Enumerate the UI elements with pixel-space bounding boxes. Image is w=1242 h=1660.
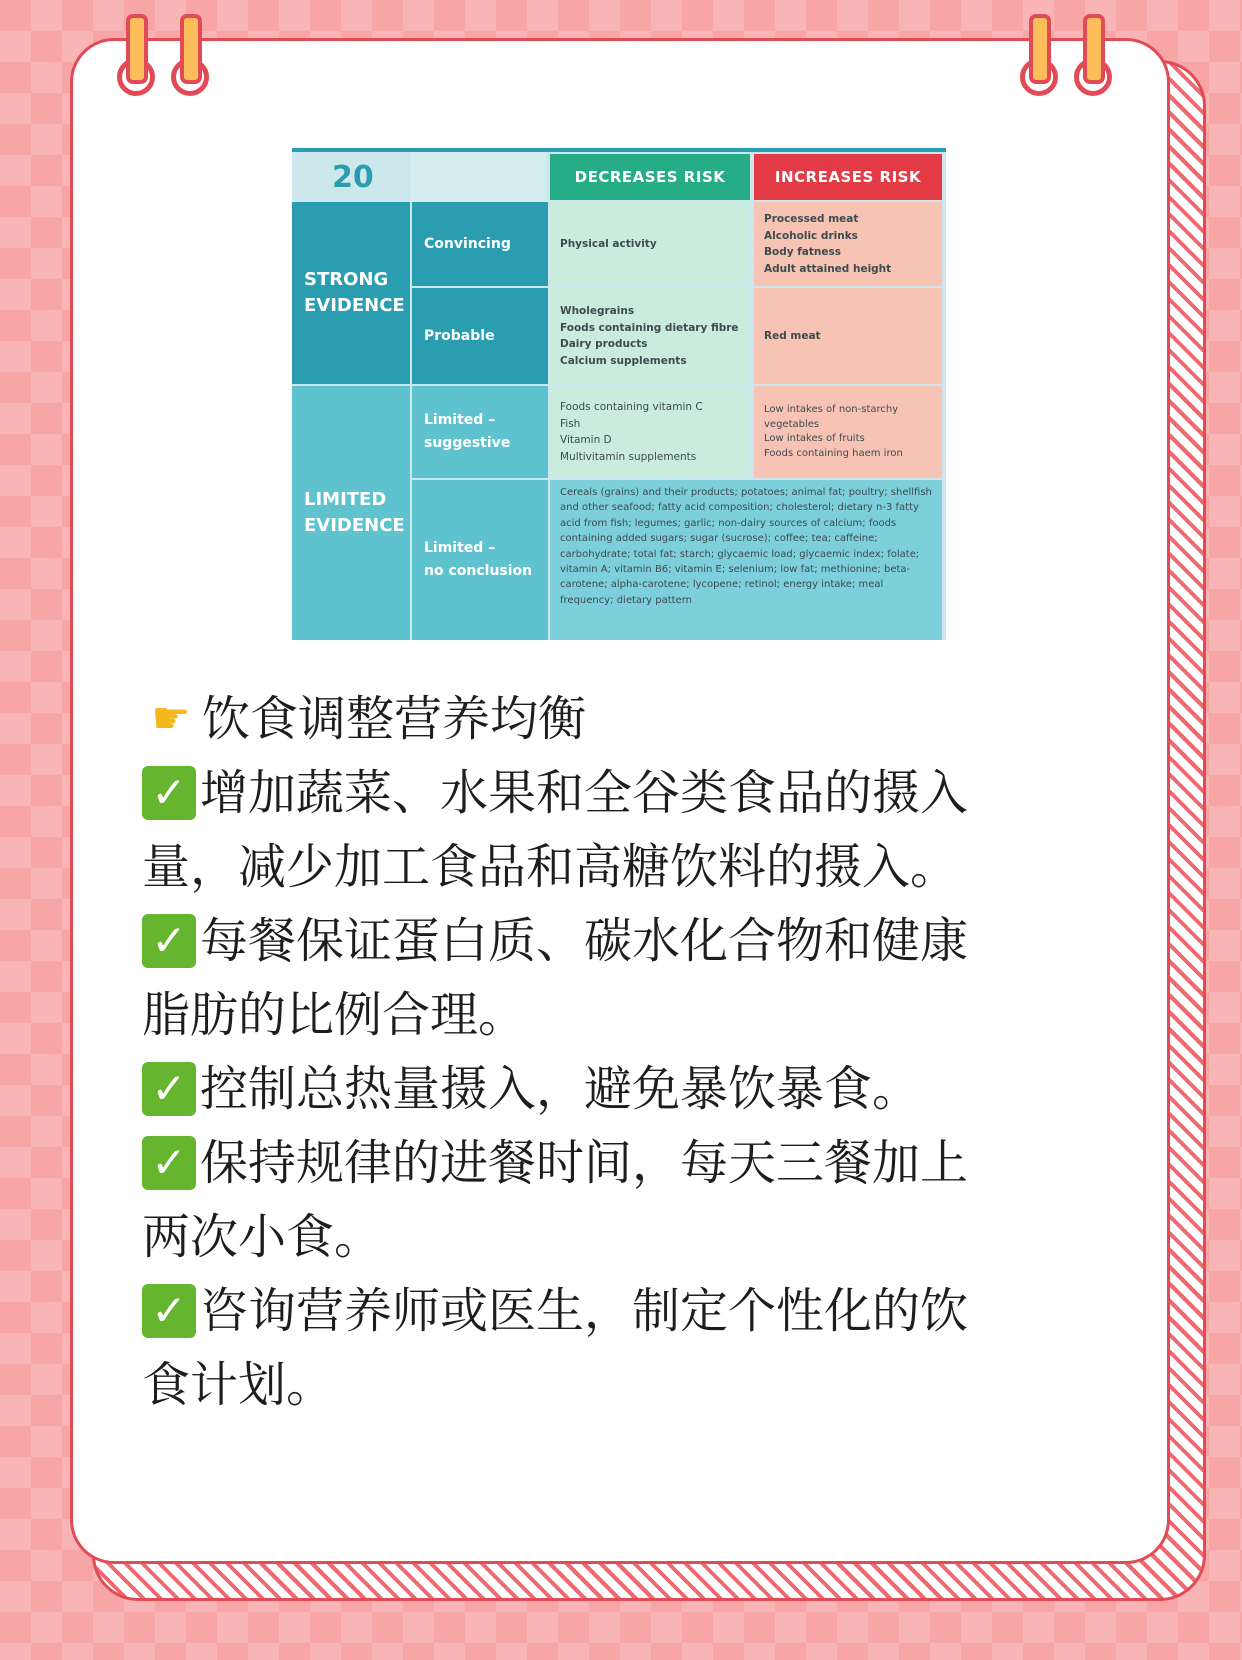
evidence-table xyxy=(292,148,946,640)
cell-suggestive-decreases xyxy=(550,386,750,478)
check-mark-icon: ✓ xyxy=(142,766,196,820)
row-label-no-conclusion: Limited – no conclusion xyxy=(412,480,548,640)
list-item: Red meat xyxy=(764,329,821,342)
list-item: Adult attained height xyxy=(764,262,892,275)
cell-probable-increases xyxy=(754,288,942,384)
row-label-convincing: Convincing xyxy=(412,202,548,286)
list-item xyxy=(142,830,1102,904)
list-item xyxy=(142,1052,1102,1126)
column-header-increases: INCREASES RISK xyxy=(754,154,942,200)
header-empty xyxy=(410,152,546,202)
cell-no-conclusion-text: Cereals (grains) and their products; potatoes; animal fat; poultry; shellfish and other seafood; fatty acid composition; cholesterol; dietary n-3 fatty acid from fish; legumes; garlic; non-dairy sources of calcium; foods containing added sugars; sugar (sucrose); coffee; tea; caffeine; carbohydrate; total fat; starch; glycaemic load; glycaemic index; folate; vitamin A; vitamin B6; vitamin E; selenium; low fat; methionine; beta-carotene; alpha-carotene; lycopene; retinol; energy intake; meal frequency; dietary pattern xyxy=(550,480,942,640)
list-item: Body fatness xyxy=(764,246,842,258)
list-item: Alcoholic drinks xyxy=(764,229,858,242)
list-item: Physical activity xyxy=(560,237,657,250)
list-item-text: 保持规律的进餐时间，每天三餐加上 xyxy=(200,1135,969,1191)
content-block xyxy=(142,682,1102,1422)
cell-probable-decreases xyxy=(550,288,750,384)
list-item: Fish xyxy=(560,417,581,430)
check-mark-icon: ✓ xyxy=(142,914,196,968)
row-label-suggestive: Limited – suggestive xyxy=(412,386,548,478)
binder-clip-icon xyxy=(180,14,202,84)
list-item xyxy=(142,1200,1102,1274)
heading-row xyxy=(142,682,1102,756)
list-item: Low intakes of fruits xyxy=(764,433,865,444)
row-label-probable: Probable xyxy=(412,288,548,384)
list-item xyxy=(142,978,1102,1052)
list-item: Dairy products xyxy=(560,338,648,350)
cell-suggestive-increases xyxy=(754,386,942,478)
corner-label: 20 xyxy=(292,152,410,202)
list-item xyxy=(142,904,1102,978)
list-item: Multivitamin supplements xyxy=(560,450,697,463)
list-item xyxy=(142,1126,1102,1200)
check-mark-icon: ✓ xyxy=(142,1136,196,1190)
list-item-text: 食计划。 xyxy=(142,1357,335,1413)
list-item: Wholegrains xyxy=(560,305,635,317)
list-item-text: 控制总热量摄入，避免暴饮暴食。 xyxy=(200,1061,921,1117)
list-item: Low intakes of non-starchy vegetables xyxy=(764,404,899,430)
group-strong-evidence: STRONG EVIDENCE xyxy=(292,202,410,384)
list-item: Processed meat xyxy=(764,213,859,225)
list-item-text: 咨询营养师或医生，制定个性化的饮 xyxy=(200,1283,969,1339)
list-item-text: 脂肪的比例合理。 xyxy=(142,987,527,1043)
section-heading: 饮食调整营养均衡 xyxy=(202,691,587,747)
list-item-text: 每餐保证蛋白质、碳水化合物和健康 xyxy=(200,913,969,969)
list-item xyxy=(142,1348,1102,1422)
binder-clip-icon xyxy=(1029,14,1051,84)
list-item: Calcium supplements xyxy=(560,354,687,367)
list-item xyxy=(142,1274,1102,1348)
list-item: Foods containing haem iron xyxy=(764,447,903,459)
bullet-list xyxy=(142,756,1102,1422)
check-mark-icon: ✓ xyxy=(142,1284,196,1338)
binder-clip-icon xyxy=(1083,14,1105,84)
list-item: Vitamin D xyxy=(560,434,612,446)
column-header-decreases: DECREASES RISK xyxy=(550,154,750,200)
check-mark-icon: ✓ xyxy=(142,1062,196,1116)
list-item xyxy=(142,756,1102,830)
list-item-text: 量，减少加工食品和高糖饮料的摄入。 xyxy=(142,839,959,895)
group-limited-evidence: LIMITED EVIDENCE xyxy=(292,386,410,640)
list-item-text: 增加蔬菜、水果和全谷类食品的摄入 xyxy=(200,765,969,821)
list-item-text: 两次小食。 xyxy=(142,1209,383,1265)
pointing-hand-icon: ☛ xyxy=(151,693,191,744)
binder-clip-icon xyxy=(126,14,148,84)
list-item: Foods containing dietary fibre xyxy=(560,321,739,334)
list-item: Foods containing vitamin C xyxy=(560,401,703,413)
cell-convincing-decreases xyxy=(550,202,750,286)
cell-convincing-increases xyxy=(754,202,942,286)
